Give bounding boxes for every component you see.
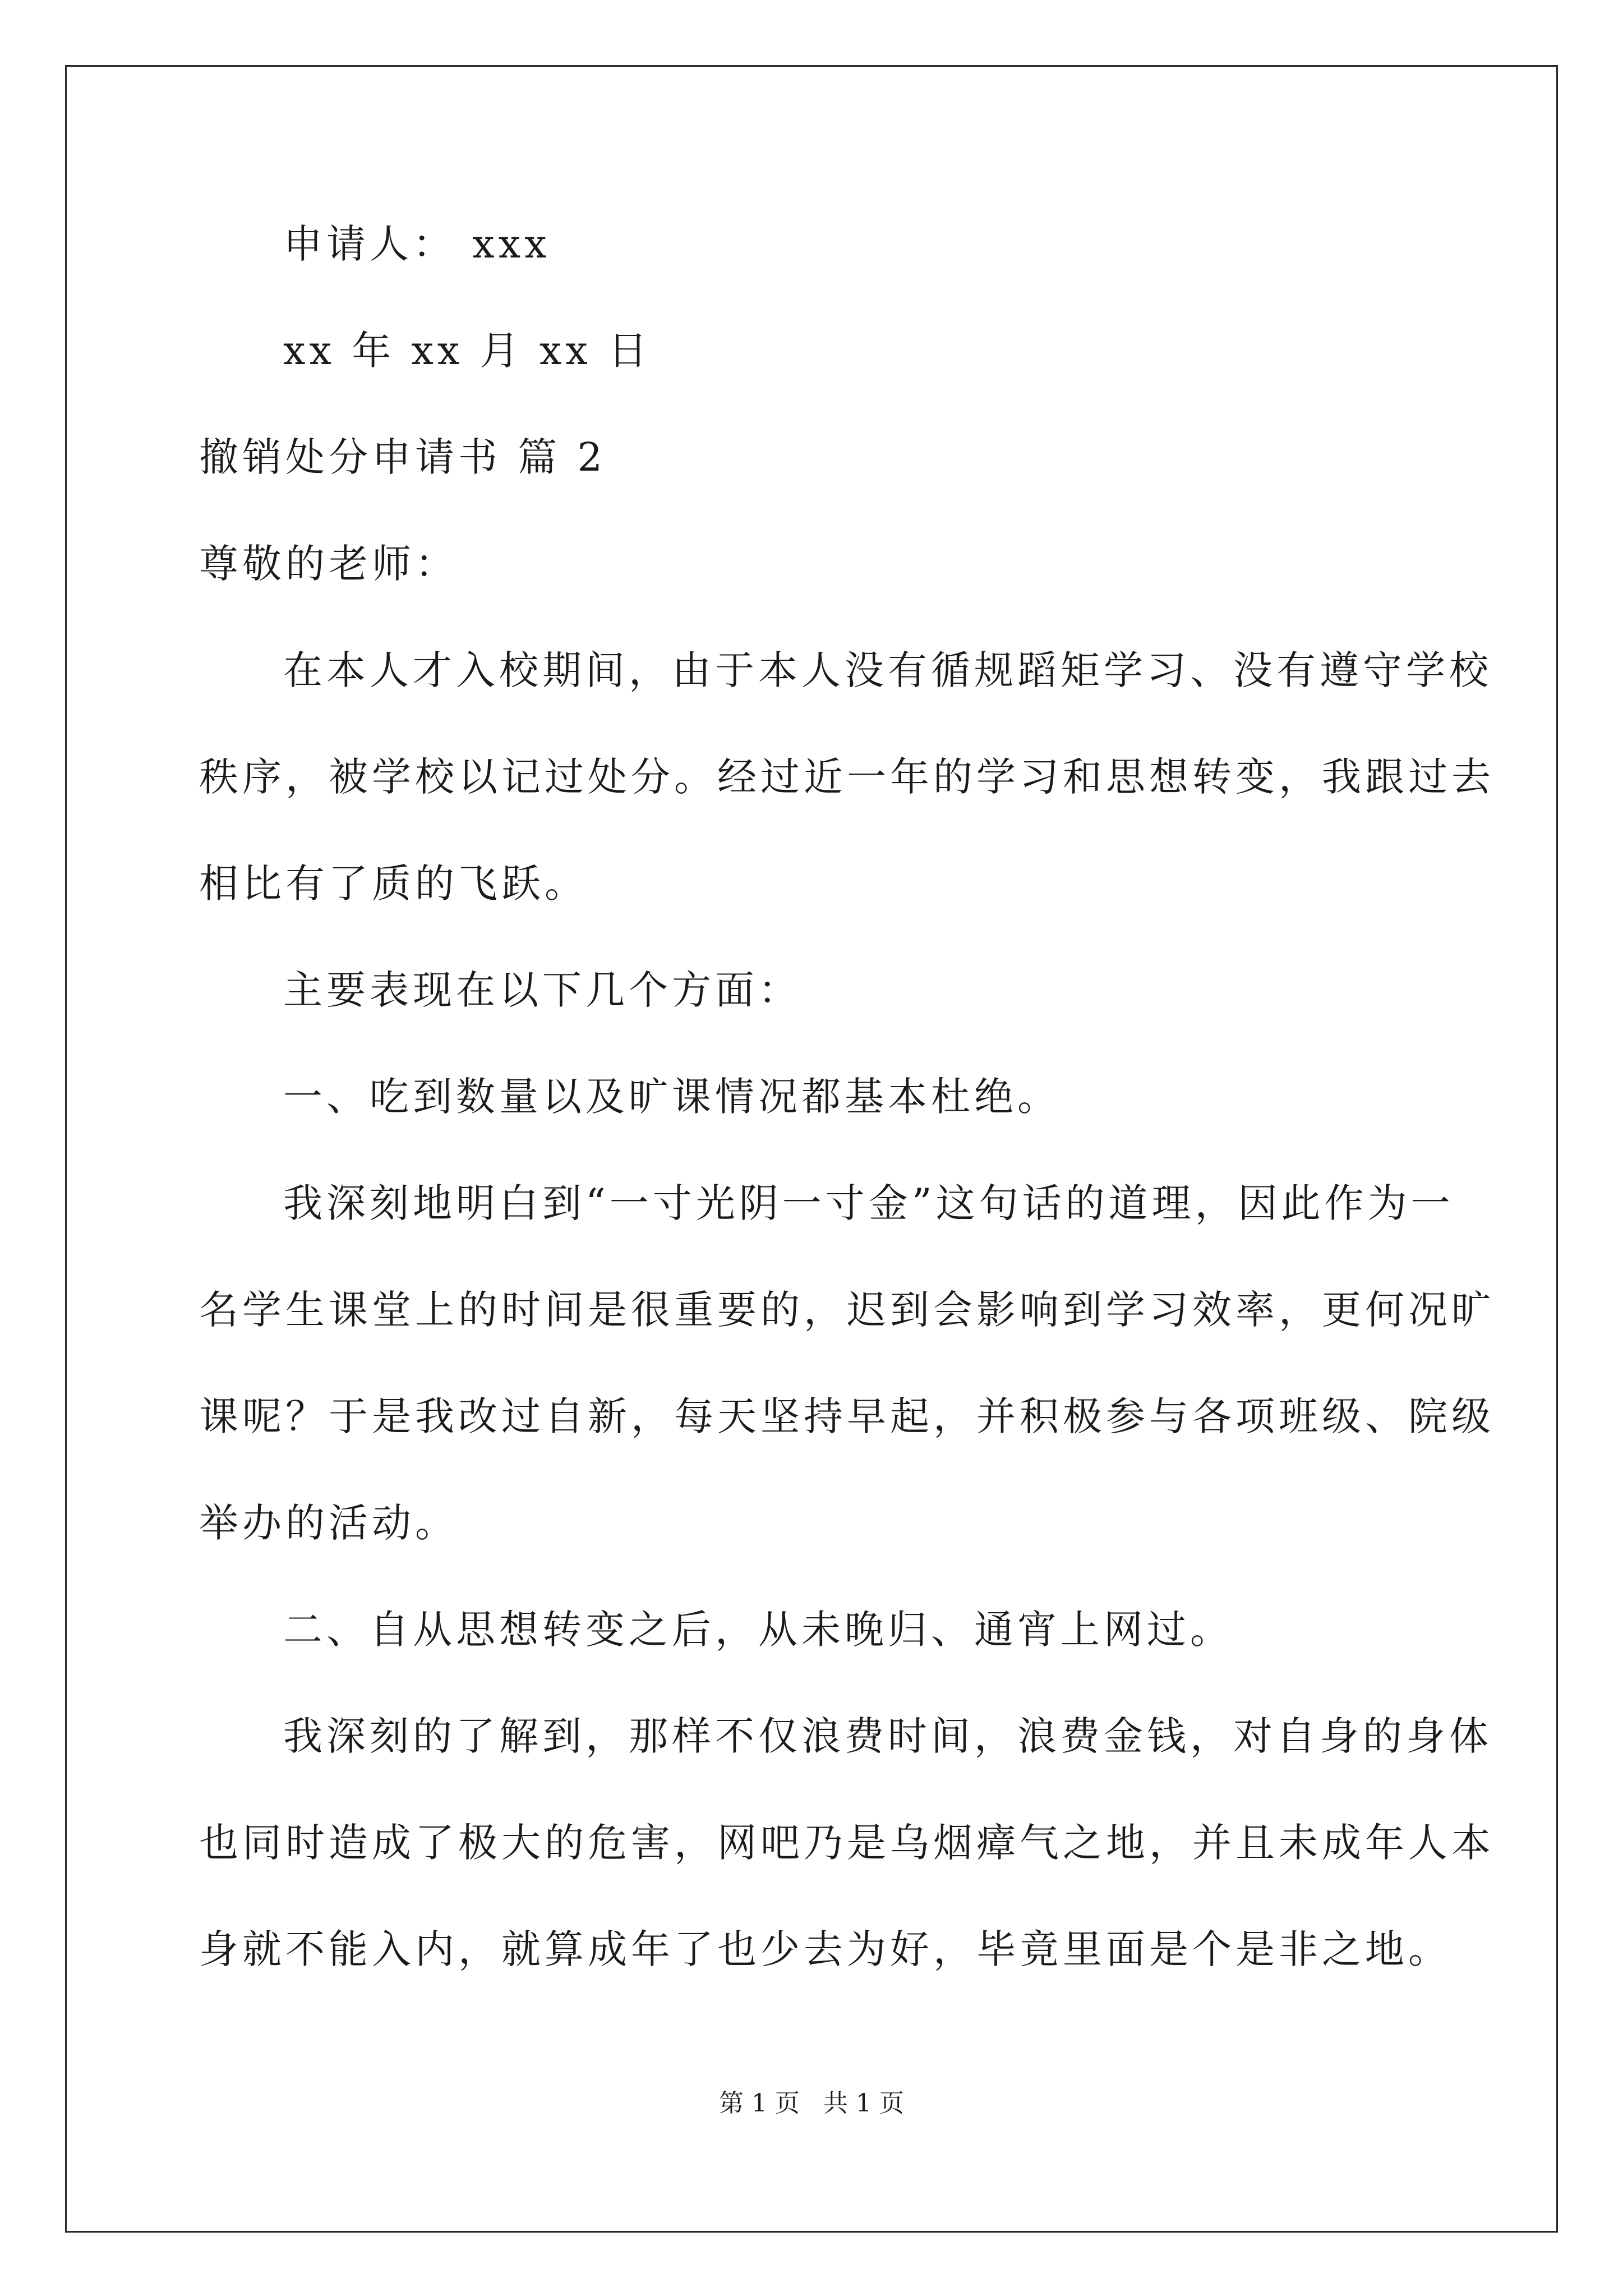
paragraph-line: 我深刻地明白到“一寸光阴一寸金”这句话的道理，因此作为一 — [283, 1180, 1454, 1226]
paragraph-line: 二、自从思想转变之后，从未晚归、通宵上网过。 — [283, 1607, 1233, 1653]
applicant-line: 申请人： xxx — [283, 221, 551, 267]
salutation: 尊敬的老师： — [199, 541, 458, 587]
paragraph-line: 也同时造成了极大的危害，网吧乃是乌烟瘴气之地，并且未成年人本 — [199, 1820, 1495, 1866]
page-footer — [0, 2087, 1623, 2120]
paragraph-line: 相比有了质的飞跃。 — [199, 861, 588, 907]
section-heading: 撤销处分申请书 篇 2 — [199, 434, 607, 480]
paragraph-line: 我深刻的了解到，那样不仅浪费时间，浪费金钱，对自身的身体 — [283, 1713, 1492, 1759]
paragraph-line: 举办的活动。 — [199, 1500, 458, 1546]
paragraph-line: 秩序，被学校以记过处分。经过近一年的学习和思想转变，我跟过去 — [199, 754, 1495, 800]
paragraph-line: 一、吃到数量以及旷课情况都基本杜绝。 — [283, 1074, 1061, 1120]
page-number: 第 1 页 — [719, 2089, 800, 2118]
date-line: xx 年 xx 月 xx 日 — [283, 328, 652, 374]
paragraph-line: 在本人才入校期间，由于本人没有循规蹈矩学习、没有遵守学校 — [283, 647, 1492, 693]
paragraph-line: 名学生课堂上的时间是很重要的，迟到会影响到学习效率，更何况旷 — [199, 1287, 1495, 1333]
total-pages: 共 1 页 — [823, 2089, 904, 2118]
paragraph-line: 课呢？于是我改过自新，每天坚持早起，并积极参与各项班级、院级 — [199, 1393, 1495, 1439]
paragraph-line: 主要表现在以下几个方面： — [283, 967, 801, 1013]
paragraph-line: 身就不能入内，就算成年了也少去为好，毕竟里面是个是非之地。 — [199, 1926, 1451, 1972]
page-border — [65, 65, 1558, 2233]
